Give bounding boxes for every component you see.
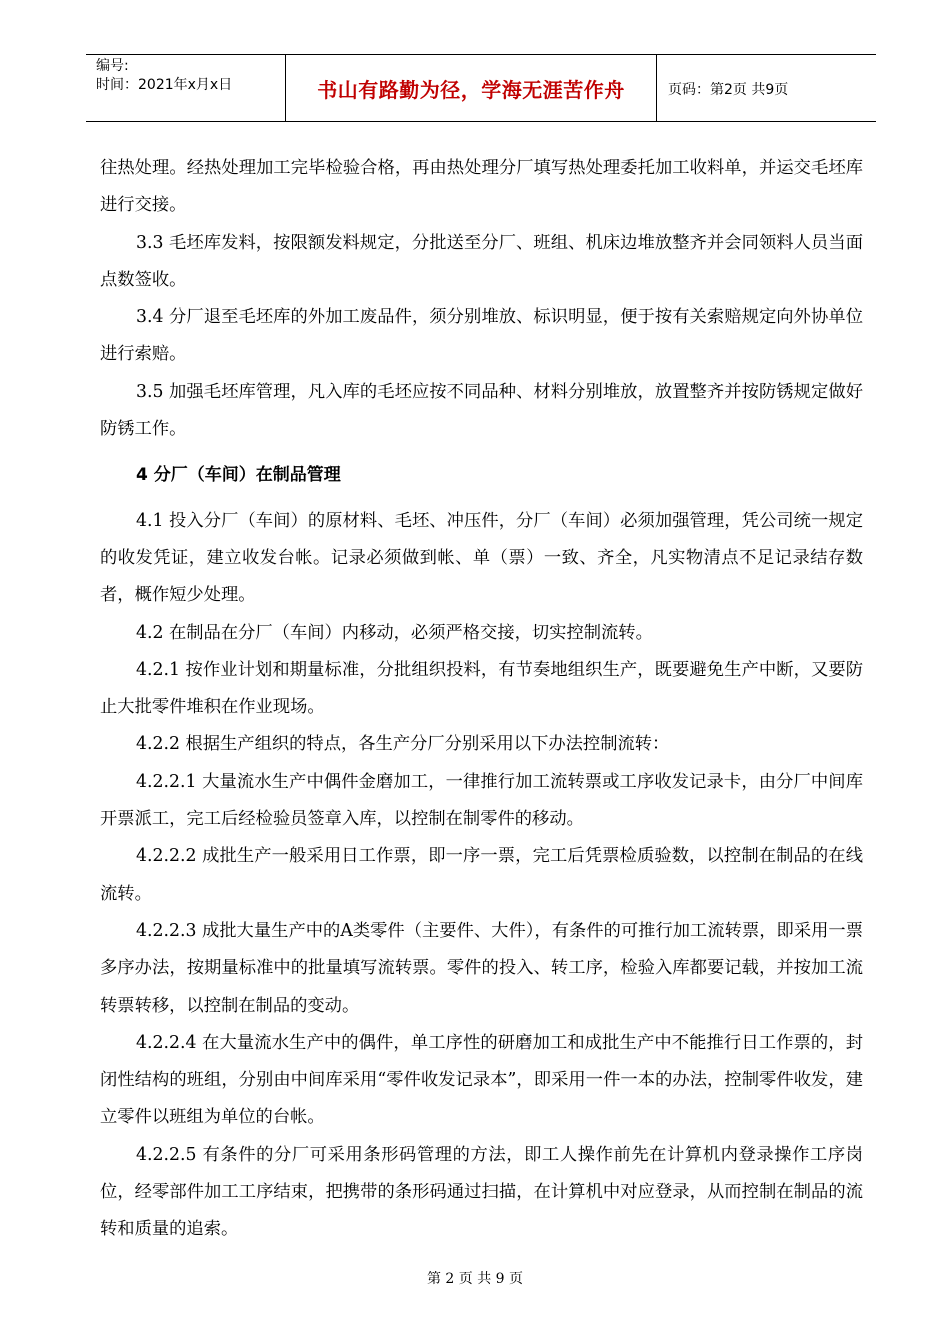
paragraph: 4.2.2.5 有条件的分厂可采用条形码管理的方法，即工人操作前先在计算机内登录操作工序岗位，经零部件加工工序结束，把携带的条形码通过扫描，在计算机中对应登录，从而控制在制品的流转和质量的追索。 xyxy=(100,1144,863,1240)
paragraph: 4.2.2.1 大量流水生产中偶件金磨加工，一律推行加工流转票或工序收发记录卡，由分厂中间库开票派工，完工后经检验员签章入库，以控制在制零件的移动。 xyxy=(100,771,863,830)
paragraph: 4.2.2.3 成批大量生产中的A类零件（主要件、大件），有条件的可推行加工流转票，即采用一票多序办法，按期量标准中的批量填写流转票。零件的投入、转工序，检验入库都要记载，并按加工流转票转移，以控制在制品的变动。 xyxy=(100,920,863,1016)
header-meta xyxy=(96,57,232,95)
paragraph: 3.4 分厂退至毛坯库的外加工废品件，须分别堆放、标识明显，便于按有关索赔规定向外协单位进行索赔。 xyxy=(100,307,863,365)
paragraph: 4.1 投入分厂（车间）的原材料、毛坯、冲压件，分厂（车间）必须加强管理，凭公司统一规定的收发凭证，建立收发台帐。记录必须做到帐、单（票）一致、齐全，凡实物清点不足记录结存数者，概作短少处理。 xyxy=(100,510,863,606)
paragraph: 3.3 毛坯库发料，按限额发料规定，分批送至分厂、班组、机床边堆放整齐并会同领料人员当面点数签收。 xyxy=(100,232,863,290)
page-footer: 第 2 页 共 9 页 xyxy=(426,1271,524,1287)
header-motto: 书山有路勤为径，学海无涯苦作舟 xyxy=(317,78,625,102)
page-header xyxy=(86,54,876,122)
paragraph: 4.2.1 按作业计划和期量标准，分批组织投料，有节奏地组织生产，既要避免生产中断，又要防止大批零件堆积在作业现场。 xyxy=(100,659,863,718)
document-time-label: 时间：2021年x月x日 xyxy=(96,77,233,93)
paragraph: 往热处理。经热处理加工完毕检验合格，再由热处理分厂填写热处理委托加工收料单，并运交毛坯库进行交接。 xyxy=(100,158,863,216)
paragraph: 3.5 加强毛坯库管理，凡入库的毛坯应按不同品种、材料分别堆放，放置整齐并按防锈规定做好防锈工作。 xyxy=(100,381,863,440)
paragraph: 4.2 在制品在分厂（车间）内移动，必须严格交接，切实控制流转。 xyxy=(136,622,653,643)
paragraph: 4.2.2.4 在大量流水生产中的偶件，单工序性的研磨加工和成批生产中不能推行日工作票的，封闭性结构的班组，分别由中间库采用“零件收发记录本”，即采用一件一本的办法，控制零件收发，建立零件以班组为单位的台帐。 xyxy=(100,1032,863,1128)
section-heading: 4 分厂（车间）在制品管理 xyxy=(136,465,341,486)
paragraph: 4.2.2.2 成批生产一般采用日工作票，即一序一票，完工后凭票检质验数，以控制在制品的在线流转。 xyxy=(100,846,863,904)
document-number-label: 编号: xyxy=(96,58,129,74)
header-divider xyxy=(656,55,657,122)
paragraph: 4.2.2 根据生产组织的特点，各生产分厂分别采用以下办法控制流转： xyxy=(136,734,670,755)
header-page-info: 页码：第2页 共9页 xyxy=(668,81,789,98)
document-body xyxy=(100,150,863,1249)
